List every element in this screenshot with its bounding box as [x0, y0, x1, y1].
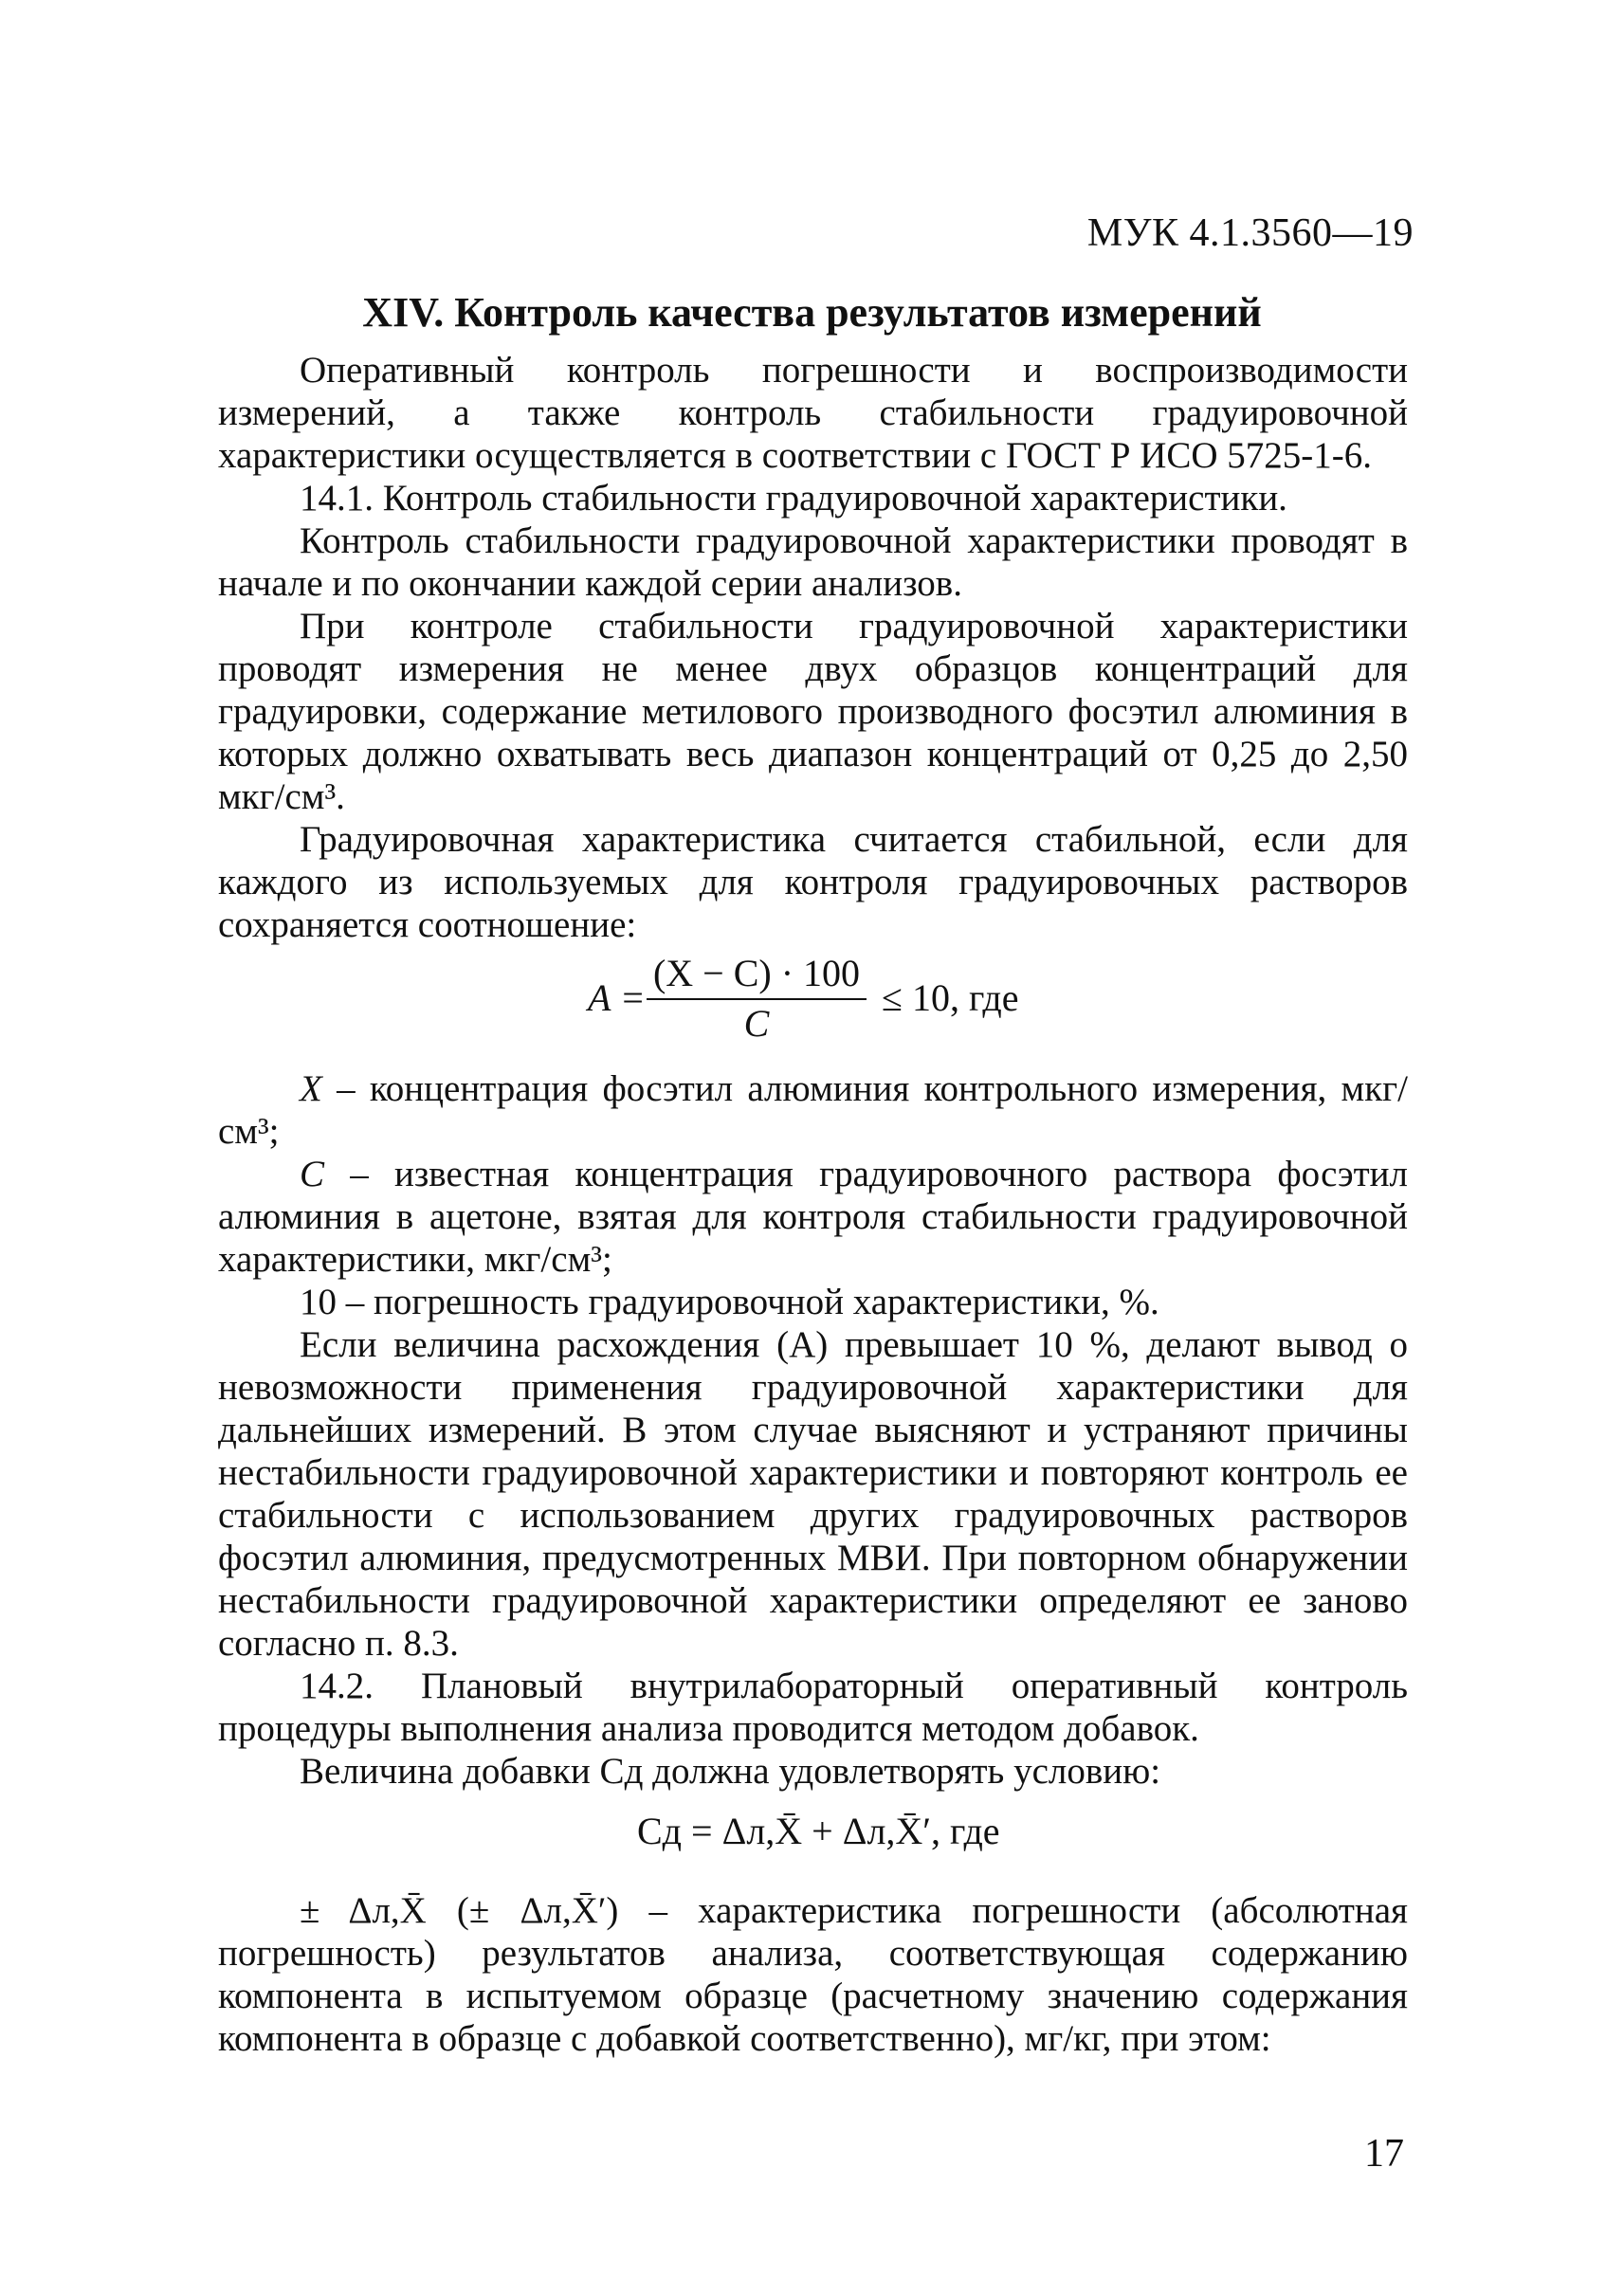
definition-x	[218, 1067, 1408, 1153]
formula-fraction	[647, 952, 867, 1045]
symbol-c: C	[300, 1154, 325, 1194]
section-title: XIV. Контроль качества результатов измерений	[362, 289, 1262, 336]
paragraph: Контроль стабильности градуировочной характеристики проводят в начале и по окончании каждой серии анализов.	[218, 520, 1408, 604]
document-code: МУК 4.1.3560—19	[1086, 211, 1414, 255]
error-characteristic-text: – характеристика погрешности (абсолютная погрешность) результатов анализа, соответствующая содержанию компонента в испытуемом образце (расчетному значению содержания компонента в образце с добавкой соответственно), мг/кг, при этом:	[218, 1890, 1408, 2059]
paragraph-error-characteristic	[218, 1889, 1408, 2060]
symbol-x: X	[300, 1068, 322, 1109]
fraction-bar	[647, 998, 867, 1000]
formula-lhs: A =	[588, 976, 646, 1019]
definition-x-text: – концентрация фосэтил алюминия контрольного измерения, мкг/см³;	[218, 1068, 1408, 1152]
formula-denominator: C	[743, 1002, 770, 1045]
paragraph: Градуировочная характеристика считается стабильной, если для каждого из используемых для контроля градуировочных растворов сохраняется соотношение:	[218, 819, 1408, 945]
formula-rhs: ≤ 10, где	[882, 976, 1019, 1019]
error-symbol: ± Δл,X̄ (± Δл,X̄′)	[300, 1890, 619, 1931]
addition-formula	[218, 1800, 1408, 1876]
formula-numerator: (X − C) · 100	[652, 952, 861, 994]
addition-formula-text: Cд = Δл,X̄ + Δл,X̄′, где	[637, 1810, 1000, 1852]
paragraph: 14.2. Плановый внутрилабораторный оперативный контроль процедуры выполнения анализа проводится методом добавок.	[218, 1666, 1408, 1749]
document-body	[218, 349, 1408, 2060]
stability-formula	[218, 952, 1408, 1058]
definition-10: 10 – погрешность градуировочной характеристики, %.	[300, 1282, 1159, 1322]
paragraph: При контроле стабильности градуировочной характеристики проводят измерения не менее двух образцов концентраций для градуировки, содержание метилового производного фосэтил алюминия в которых должно охватывать весь диапазон концентраций от 0,25 до 2,50 мкг/см³.	[218, 606, 1408, 817]
definition-c-text: – известная концентрация градуировочного раствора фосэтил алюминия в ацетоне, взятая для контроля стабильности градуировочной характеристики, мкг/см³;	[218, 1154, 1408, 1280]
paragraph: Величина добавки Cд должна удовлетворять условию:	[300, 1751, 1161, 1792]
page-number: 17	[1364, 2132, 1404, 2176]
paragraph: Если величина расхождения (A) превышает 10 %, делают вывод о невозможности применения градуировочной характеристики для дальнейших измерений. В этом случае выясняют и устраняют причины нестабильности градуировочной характеристики и повторяют контроль ее стабильности с использованием других градуировочных растворов фосэтил алюминия, предусмотренных МВИ. При повторном обнаружении нестабильности градуировочной характеристики определяют ее заново согласно п. 8.3.	[218, 1324, 1408, 1664]
paragraph: 14.1. Контроль стабильности градуировочной характеристики.	[300, 478, 1287, 519]
definition-c	[218, 1153, 1408, 1281]
paragraph: Оперативный контроль погрешности и воспроизводимости измерений, а также контроль стабильности градуировочной характеристики осуществляется в соответствии с ГОСТ Р ИСО 5725-1-6.	[218, 350, 1408, 476]
